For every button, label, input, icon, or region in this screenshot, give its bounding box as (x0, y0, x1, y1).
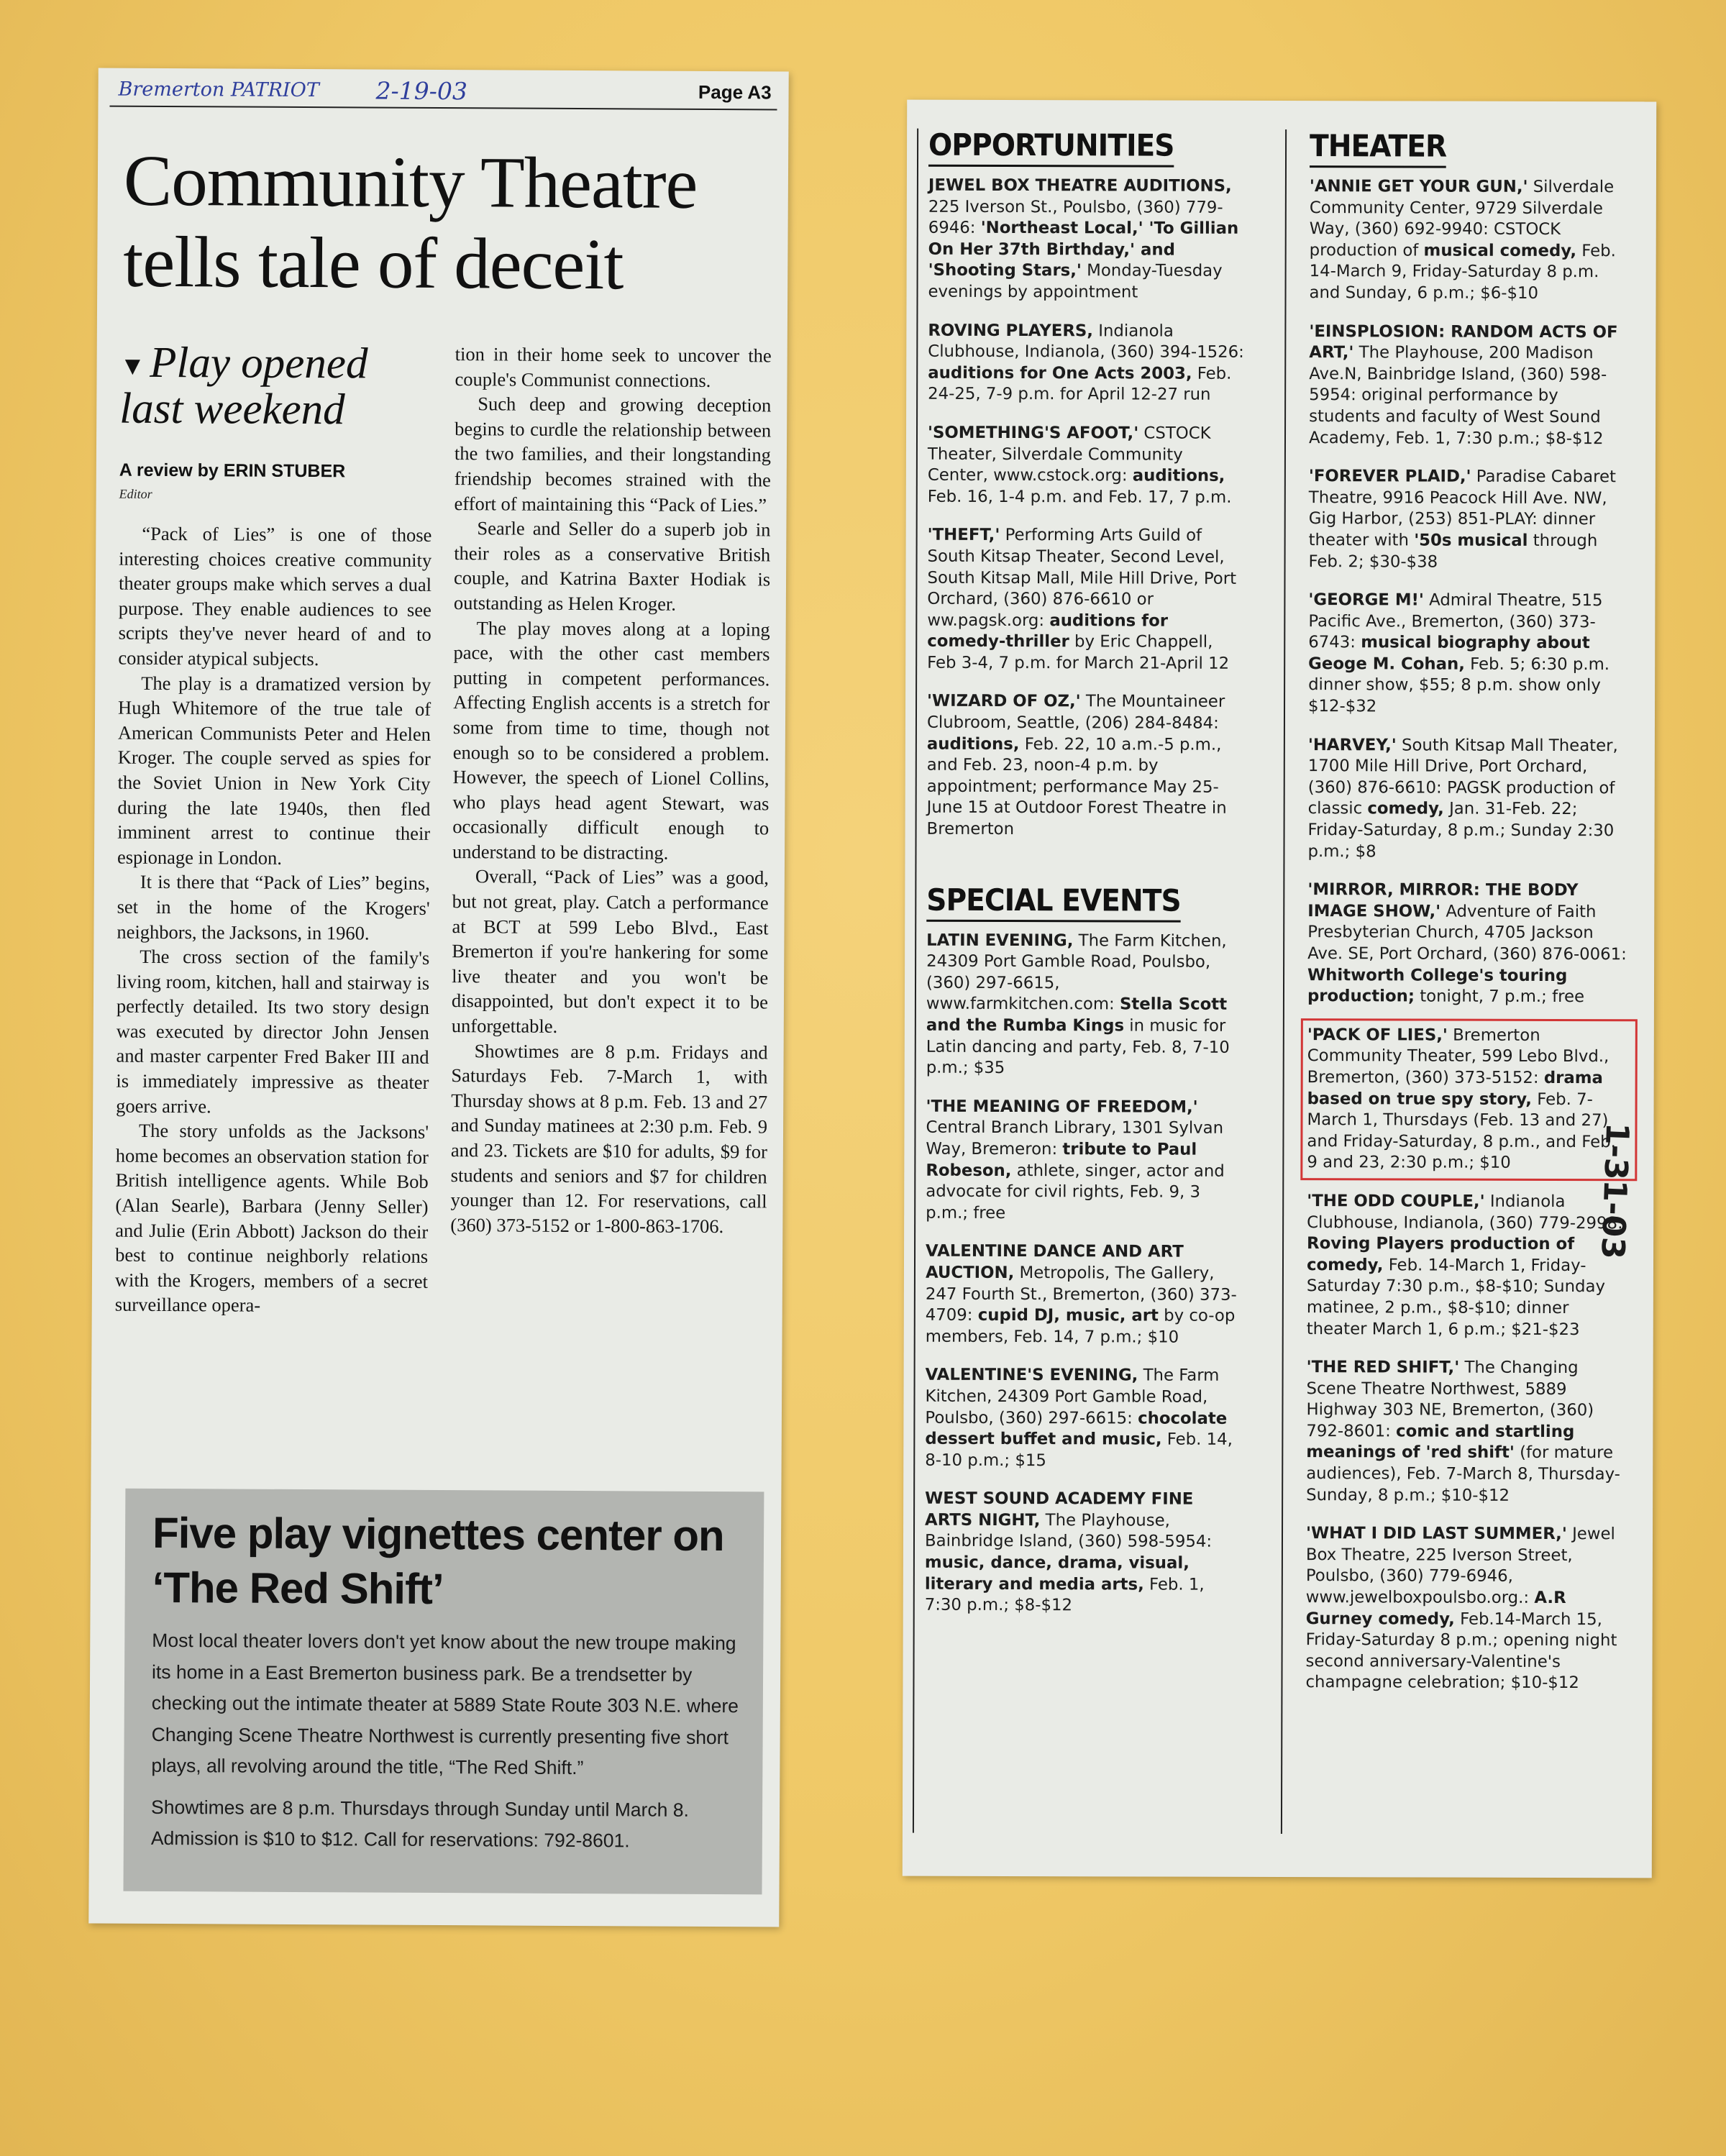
article-paragraph: The play moves along at a loping pace, with the other cast members putting in competent performances. Affecting English accents is a stretch for some from time to time, though not enough so to be considered a problem. However, the speech of Lionel Collins, who plays head agent Stewart, was occasionally difficult enough to understand to be distracting. (452, 616, 770, 864)
listing-text: The Changing Scene Theatre Northwest, 5889 Highway 303 NE, Bremerton, (360) 792-8601: (1306, 1358, 1594, 1441)
listing-bold-text: 'MIRROR, MIRROR: THE BODY IMAGE SHOW,' (1307, 880, 1579, 921)
listing-text: through Feb. 2; $30-$38 (1308, 531, 1598, 572)
listing-bold-text: 'EINSPLOSION: RANDOM ACTS OF ART,' (1309, 321, 1618, 362)
page-label: Page A3 (698, 81, 772, 104)
listing-text: Performing Arts Guild of South Kitsap Theater, Second Level, South Kitsap Mall, Mile Hill Drive, Port Orchard, (360) 876-6610 or ww.pagsk.org: (927, 526, 1237, 630)
listing-text: The Farm Kitchen, 24309 Port Gamble Road, Poulsbo, (360) 297-6615, www.farmkitchen.com: (926, 931, 1227, 1014)
listing-bold-text: auditions for comedy-thriller (927, 611, 1169, 652)
section-heading-opportunities: OPPORTUNITIES (928, 126, 1174, 168)
listing-bold-text: musical comedy, (1423, 241, 1577, 260)
listing-entry (928, 423, 1244, 509)
byline-role: Editor (119, 486, 152, 501)
listing-bold-text: music, dance, drama, visual, literary and media arts, (924, 1553, 1190, 1594)
sidebar-headline: Five play vignettes center on ‘The Red Shift’ (152, 1508, 724, 1614)
byline: A review by ERIN STUBER (119, 460, 346, 482)
listing-text: Feb. 14-March 1, Friday-Saturday 7:30 p.m., $8-$10; Sunday matinee, 2 p.m., $8-$10; dinner theater March 1, 6 p.m.; $21-$23 (1306, 1256, 1606, 1339)
article-paragraph: Overall, “Pack of Lies” was a good, but not great, play. Catch a performance at BCT at 599 Lebo Blvd., East Bremerton if you're hankering for some live theater and you won't be disappointed, but don't expect it to be unforgettable. (451, 865, 769, 1037)
sidebar-box (123, 1489, 764, 1895)
masthead (109, 73, 777, 111)
listing-text: Feb. 14-March 9, Friday-Saturday 8 p.m. and Sunday, 6 p.m.; $6-$10 (1309, 241, 1616, 303)
listing-bold-text: VALENTINE DANCE AND ART AUCTION, (925, 1242, 1184, 1282)
listing-entry (928, 320, 1244, 406)
listing-text: Feb. 1, 7:30 p.m.; $8-$12 (924, 1575, 1205, 1615)
listing-bold-text: comic and startling meanings of 'red shift' (1306, 1422, 1575, 1463)
listing-text: The Farm Kitchen, 24309 Port Gamble Road, Poulsbo, (360) 297-6615: (925, 1366, 1220, 1428)
listing-text: Feb.14-March 15, Friday-Saturday 8 p.m.; opening night second anniversary-Valentine's champagne celebration; $10-$12 (1305, 1609, 1617, 1693)
headline: Community Theatre tells tale of deceit (123, 140, 698, 305)
listings-column-right (1305, 127, 1636, 1712)
listing-entry (1308, 590, 1632, 718)
listing-entry (1307, 880, 1631, 1008)
listing-entry (926, 1241, 1242, 1348)
kicker (119, 340, 393, 434)
review-clipping (88, 68, 788, 1927)
listing-bold-text: 'HARVEY,' (1307, 735, 1397, 755)
listing-text: 225 Iverson St., Poulsbo, (360) 779-6946: (928, 197, 1223, 238)
listing-bold-text: 'Northeast Local,' 'To Gillian On Her 37th Birthday,' and 'Shooting Stars,' (928, 219, 1239, 280)
listing-bold-text: drama based on true spy story, (1307, 1068, 1604, 1109)
listing-text: (for mature audiences), Feb. 7-March 8, Thursday-Sunday, 8 p.m.; $10-$12 (1306, 1443, 1620, 1505)
listing-text: Admiral Theatre, 515 Pacific Ave., Bremerton, (360) 373-6743: (1308, 590, 1603, 652)
handwritten-paper-name: Bremerton PATRIOT (118, 78, 319, 102)
listing-bold-text: musical biography about Geoge M. Cohan, (1308, 633, 1590, 674)
listing-entry (1306, 1357, 1630, 1507)
listing-bold-text: 'THE RED SHIFT,' (1306, 1358, 1460, 1377)
listing-bold-text: 'GEORGE M!' (1308, 590, 1424, 610)
listing-text: The Playhouse, 200 Madison Ave.N, Bainbridge Island, (360) 598-5954: original performance by students and faculty of West Sound Academy, Feb. 1, 7:30 p.m.; $8-$12 (1308, 343, 1607, 448)
article-column-2 (450, 342, 772, 1239)
listing-entry (927, 691, 1244, 841)
listing-bold-text: 'WHAT I DID LAST SUMMER,' (1305, 1524, 1567, 1544)
listing-text: Indianola Clubhouse, Indianola, (360) 394-1526: (928, 321, 1244, 362)
listing-text: in music for Latin dancing and party, Feb. 8, 7-10 p.m.; $35 (926, 1016, 1230, 1078)
listing-text: by Eric Chappell, Feb 3-4, 7 p.m. for March 21-April 12 (927, 632, 1230, 673)
theater-list (1305, 176, 1636, 1694)
sidebar-body (151, 1625, 749, 1868)
listings-clipping (903, 100, 1656, 1878)
listing-text: Jewel Box Theatre, 225 Iverson Street, Poulsbo, (360) 779-6946, www.jewelboxpoulsbo.org.: (1305, 1525, 1615, 1607)
article-paragraph: The story unfolds as the Jacksons' home becomes an observation station for British intelligence agents. While Bob (Alan Searle), Barbara (Jenny Seller) and Julie (Erin Abbott) Jackson do their best to continue neighborly relations with the Krogers, members of a secret surveillance opera- (114, 1120, 429, 1317)
listing-entry (928, 175, 1244, 304)
listing-entry (1309, 321, 1633, 450)
listing-entry (927, 525, 1244, 675)
listing-entry (1309, 176, 1633, 305)
listings-column-left (925, 126, 1245, 1635)
handwritten-date: 2-19-03 (375, 76, 467, 106)
listing-bold-text: 'THE MEANING OF FREEDOM,' (926, 1097, 1198, 1117)
column-rule (1281, 129, 1287, 1834)
article-paragraph: Showtimes are 8 p.m. Fridays and Saturdays Feb. 7-March 1, with Thursday shows at 8 p.m. Feb. 13 and 27 and Sunday matinees at 2:30 p.m. Feb. 9 and 23. Tickets are $10 for adults, $9 for students and seniors and $7 for children younger than 12. For reservations, call (360) 373-5152 or 1-800-863-1706. (450, 1039, 768, 1237)
listing-bold-text: '50s musical (1414, 531, 1528, 550)
listing-bold-text: comedy, (1367, 799, 1444, 819)
listing-entry (926, 930, 1243, 1079)
listing-text: Monday-Tuesday evenings by appointment (928, 261, 1223, 302)
listing-text: Feb. 5; 6:30 p.m. dinner show, $55; 8 p.m. show only $12-$32 (1307, 654, 1610, 716)
listing-text: Paradise Cabaret Theatre, 9916 Peacock Hill Ave. NW, Gig Harbor, (253) 851-PLAY: dinner theater with (1308, 467, 1616, 550)
listing-text: Jan. 31-Feb. 22; Friday-Saturday, 8 p.m.; Sunday 2:30 p.m.; $8 (1307, 800, 1615, 861)
opportunities-list (927, 175, 1245, 841)
handwritten-note: 1-31-03 (1594, 1122, 1636, 1260)
listing-bold-text: 'FOREVER PLAID,' (1308, 467, 1471, 486)
section-heading-theater: THEATER (1310, 127, 1446, 168)
listing-text: CSTOCK Theater, Silverdale Community Center, www.cstock.org: (927, 424, 1211, 485)
column-rule (913, 129, 918, 1833)
article-paragraph-continuation: tion in their home seek to uncover the couple's Communist connections. (455, 343, 772, 391)
listing-text: Adventure of Faith Presbyterian Church, 4705 Jackson Ave. SE, Port Orchard, (360) 876-0061: (1307, 902, 1627, 964)
listing-bold-text: chocolate dessert buffet and music, (925, 1408, 1228, 1449)
listing-text: athlete, singer, actor and advocate for civil rights, Feb. 9, 3 p.m.; free (926, 1161, 1225, 1223)
special-events-section (925, 880, 1243, 1617)
article-paragraph: Such deep and growing deception begins to curdle the relationship between the two families, and their longstanding friendship becomes strained with the effort of maintaining this “Pack of Lies.” (454, 393, 772, 516)
listing-bold-text: 'THE ODD COUPLE,' (1307, 1192, 1485, 1211)
listing-entry (1307, 1191, 1631, 1340)
listing-text: Feb. 16, 1-4 p.m. and Feb. 17, 7 p.m. (927, 487, 1232, 507)
listing-bold-text: 'WIZARD OF OZ,' (927, 692, 1081, 711)
sidebar-paragraph: Showtimes are 8 p.m. Thursdays through Sunday until March 8. Admission is $10 to $12. Call for reservations: 792-8601. (150, 1796, 689, 1852)
listing-text: Bremerton Community Theater, 599 Lebo Blvd., Bremerton, (360) 373-5152: (1307, 1026, 1609, 1087)
listing-bold-text: cupid DJ, music, art (977, 1306, 1159, 1325)
article-paragraph: The play is a dramatized version by Hugh Whitemore of the true tale of American Communists Peter and Helen Kroger. The couple served as spies for the Soviet Union in New York City during the late 1940s, then fled imminent arrest to continue their espionage in London. (117, 672, 432, 869)
listing-text: Feb. 24-25, 7-9 p.m. for April 12-27 run (928, 364, 1232, 405)
article-paragraph: Searle and Seller do a superb job in their roles as a conservative British couple, and Katrina Baxter Hodiak is outstanding as Helen Kroger. (453, 517, 771, 615)
listing-text: Indianola Clubhouse, Indianola, (360) 779-2998: (1307, 1192, 1623, 1233)
article-paragraph: The cross section of the family's living room, kitchen, hall and stairway is perfectly detailed. Its two story design was executed by director John Jensen and master carpenter Fred Baker III and is immediately impressive as theater goers arrive. (116, 945, 430, 1118)
listing-bold-text: 'PACK OF LIES,' (1307, 1025, 1448, 1045)
listing-bold-text: 'ANNIE GET YOUR GUN,' (1309, 177, 1528, 196)
listing-text: tonight, 7 p.m.; free (1414, 987, 1585, 1007)
listing-bold-text: LATIN EVENING, (926, 931, 1074, 950)
section-heading-special-events: SPECIAL EVENTS (926, 880, 1181, 922)
listing-bold-text: auditions for One Acts 2003, (928, 363, 1192, 383)
listing-bold-text: auditions, (926, 734, 1020, 754)
sidebar-paragraph: Most local theater lovers don't yet know about the new troupe making its home in a East Bremerton business park. Be a trendsetter by checking out the intimate theater at 5889 State Route 303 N.E. where Changing Scene Theatre Northwest is currently presenting five short plays, all revolving around the title, “The Red Shift.” (151, 1629, 739, 1779)
listing-text: by co-op members, Feb. 14, 7 p.m.; $10 (925, 1306, 1236, 1347)
triangle-bullet-icon: ▼ (119, 351, 146, 380)
listing-text: Central Branch Library, 1301 Sylvan Way, Bremeron: (926, 1118, 1224, 1159)
listing-text: Feb. 22, 10 a.m.-5 p.m., and Feb. 23, noon-4 p.m. by appointment; performance May 25-June 15 at Outdoor Forest Theatre in Bremerton (926, 734, 1227, 839)
listing-text: Feb. 14, 8-10 p.m.; $15 (925, 1430, 1233, 1470)
listing-entry (925, 1365, 1241, 1472)
article-column-1 (115, 521, 432, 1319)
listing-bold-text: tribute to Paul Robeson, (926, 1140, 1197, 1180)
listing-bold-text: VALENTINE'S EVENING, (925, 1366, 1138, 1385)
listing-text: South Kitsap Mall Theater, 1700 Mile Hill Drive, Port Orchard, (360) 876-6610: PAGSK production of classic (1307, 736, 1618, 818)
kicker-text: Play opened last weekend (119, 338, 368, 434)
listing-bold-text: 'THEFT,' (927, 526, 1000, 545)
special-events-list (925, 930, 1243, 1617)
listing-text: Feb. 7-March 1, Thursdays (Feb. 13 and 27) and Friday-Saturday, 8 p.m., and Feb. 9 and 23, 2:30 p.m.; $10 (1307, 1090, 1616, 1173)
listing-bold-text: 'SOMETHING'S AFOOT,' (927, 423, 1139, 443)
listing-bold-text: Roving Players production of comedy, (1306, 1234, 1575, 1275)
listing-entry (925, 1489, 1241, 1617)
listing-text: Metropolis, The Gallery, 247 Fourth St., Bremerton, (360) 373-4709: (925, 1263, 1237, 1325)
listing-bold-text: Stella Scott and the Rumba Kings (926, 995, 1228, 1036)
listing-entry (926, 1096, 1242, 1225)
listing-text: The Playhouse, Bainbridge Island, (360) 598-5954: (924, 1511, 1213, 1552)
article-paragraph: “Pack of Lies” is one of those interesting choices creative community theater groups make which serves a dual purpose. They enable audiences to see scripts they've never heard of and to consider atypical subjects. (118, 522, 432, 670)
listing-bold-text: auditions, (1132, 466, 1225, 485)
listing-text: Silverdale Community Center, 9729 Silverdale Way, (360) 692-9940: CSTOCK production of (1309, 177, 1615, 260)
listing-bold-text: JEWEL BOX THEATRE AUDITIONS, (928, 175, 1232, 196)
listing-bold-text: ROVING PLAYERS, (928, 321, 1094, 340)
listing-entry (1305, 1523, 1630, 1694)
listing-bold-text: A.R Gurney comedy, (1305, 1588, 1566, 1629)
listing-entry (1309, 466, 1633, 573)
article-paragraph: It is there that “Pack of Lies” begins, set in the home of the Krogers' neighbors, the Jacksons, in 1960. (117, 871, 430, 944)
listing-bold-text: Whitworth College's touring production; (1307, 965, 1568, 1006)
listing-bold-text: WEST SOUND ACADEMY FINE ARTS NIGHT, (925, 1489, 1194, 1530)
listing-text: The Mountaineer Clubroom, Seattle, (206) 284-8484: (926, 692, 1225, 733)
listing-entry (1307, 735, 1631, 864)
